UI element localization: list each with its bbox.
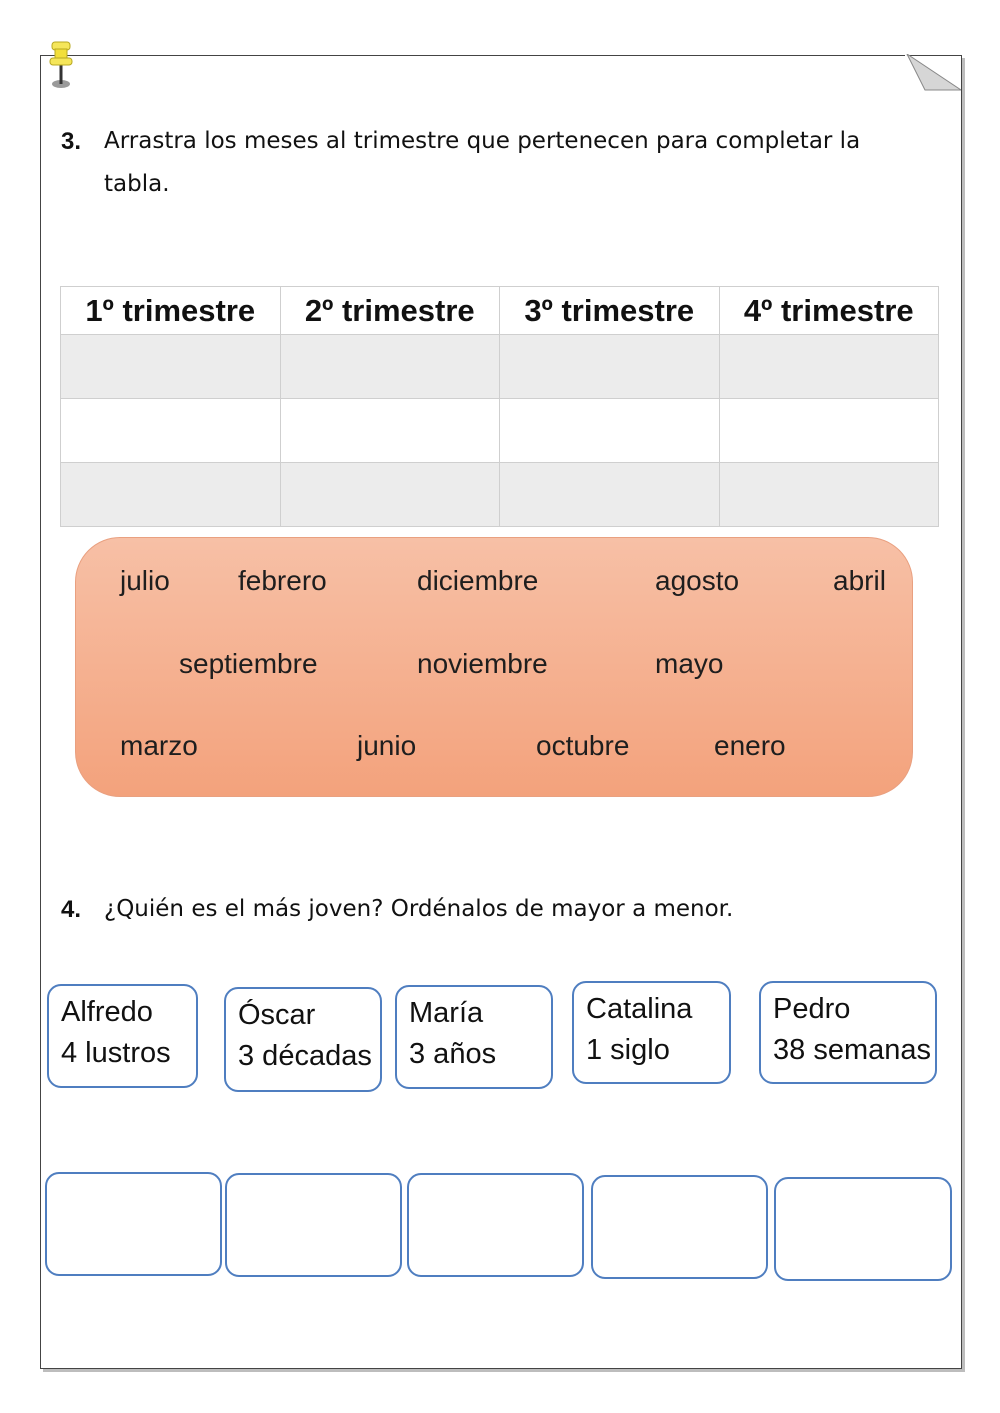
answer-slot-2[interactable]: [225, 1173, 402, 1277]
person-name: María: [409, 997, 484, 1029]
header-trimester-1: 1º trimestre: [61, 287, 281, 335]
question-3-text-line2: tabla.: [104, 171, 170, 197]
person-card-maria[interactable]: [395, 985, 553, 1089]
person-card-catalina[interactable]: [572, 981, 731, 1084]
month-abril[interactable]: abril: [833, 565, 886, 596]
answer-slot-5[interactable]: [774, 1177, 952, 1281]
answer-slot-4[interactable]: [591, 1175, 768, 1279]
person-age: 3 décadas: [238, 1040, 372, 1072]
month-octubre[interactable]: octubre: [536, 730, 630, 761]
drop-cell[interactable]: [61, 399, 281, 463]
table-row: [61, 399, 939, 463]
person-card-alfredo[interactable]: [47, 984, 198, 1088]
table-row: [61, 335, 939, 399]
pushpin-icon: [45, 38, 77, 90]
person-age: 3 años: [409, 1038, 497, 1070]
answer-slot-3[interactable]: [407, 1173, 584, 1277]
drop-cell[interactable]: [280, 399, 500, 463]
month-diciembre[interactable]: diciembre: [417, 565, 539, 596]
month-noviembre[interactable]: noviembre: [417, 648, 548, 679]
person-name: Catalina: [586, 993, 693, 1025]
month-enero[interactable]: enero: [714, 730, 786, 761]
table-header-row: [61, 287, 939, 335]
header-trimester-3: 3º trimestre: [500, 287, 720, 335]
header-trimester-2: 2º trimestre: [280, 287, 500, 335]
page-curl: [905, 54, 961, 92]
month-mayo[interactable]: mayo: [655, 648, 724, 679]
person-name: Óscar: [238, 999, 316, 1031]
drop-cell[interactable]: [719, 399, 939, 463]
question-4-text: ¿Quién es el más joven? Ordénalos de mayor a menor.: [104, 896, 734, 922]
question-3-text-line1: Arrastra los meses al trimestre que pertenecen para completar la: [104, 128, 861, 154]
person-age: 38 semanas: [773, 1034, 931, 1066]
answer-slot-1[interactable]: [45, 1172, 222, 1276]
person-card-pedro[interactable]: [759, 981, 937, 1084]
month-junio[interactable]: junio: [357, 730, 417, 761]
drop-cell[interactable]: [280, 463, 500, 527]
drop-cell[interactable]: [280, 335, 500, 399]
drop-cell[interactable]: [500, 463, 720, 527]
drop-cell[interactable]: [500, 335, 720, 399]
table-row: [61, 463, 939, 527]
drop-cell[interactable]: [719, 335, 939, 399]
drop-cell[interactable]: [61, 335, 281, 399]
month-septiembre[interactable]: septiembre: [179, 648, 318, 679]
question-4-number: 4.: [61, 896, 82, 923]
question-3-number: 3.: [61, 128, 82, 155]
person-name: Pedro: [773, 993, 851, 1025]
header-trimester-4: 4º trimestre: [719, 287, 939, 335]
drop-cell[interactable]: [61, 463, 281, 527]
person-age: 1 siglo: [586, 1034, 670, 1066]
trimester-table: [60, 286, 939, 527]
month-febrero[interactable]: febrero: [238, 565, 327, 596]
person-card-oscar[interactable]: [224, 987, 382, 1092]
month-julio[interactable]: julio: [120, 565, 170, 596]
drop-cell[interactable]: [500, 399, 720, 463]
person-age: 4 lustros: [61, 1037, 171, 1069]
person-name: Alfredo: [61, 996, 153, 1028]
month-marzo[interactable]: marzo: [120, 730, 198, 761]
month-agosto[interactable]: agosto: [655, 565, 740, 596]
drop-cell[interactable]: [719, 463, 939, 527]
